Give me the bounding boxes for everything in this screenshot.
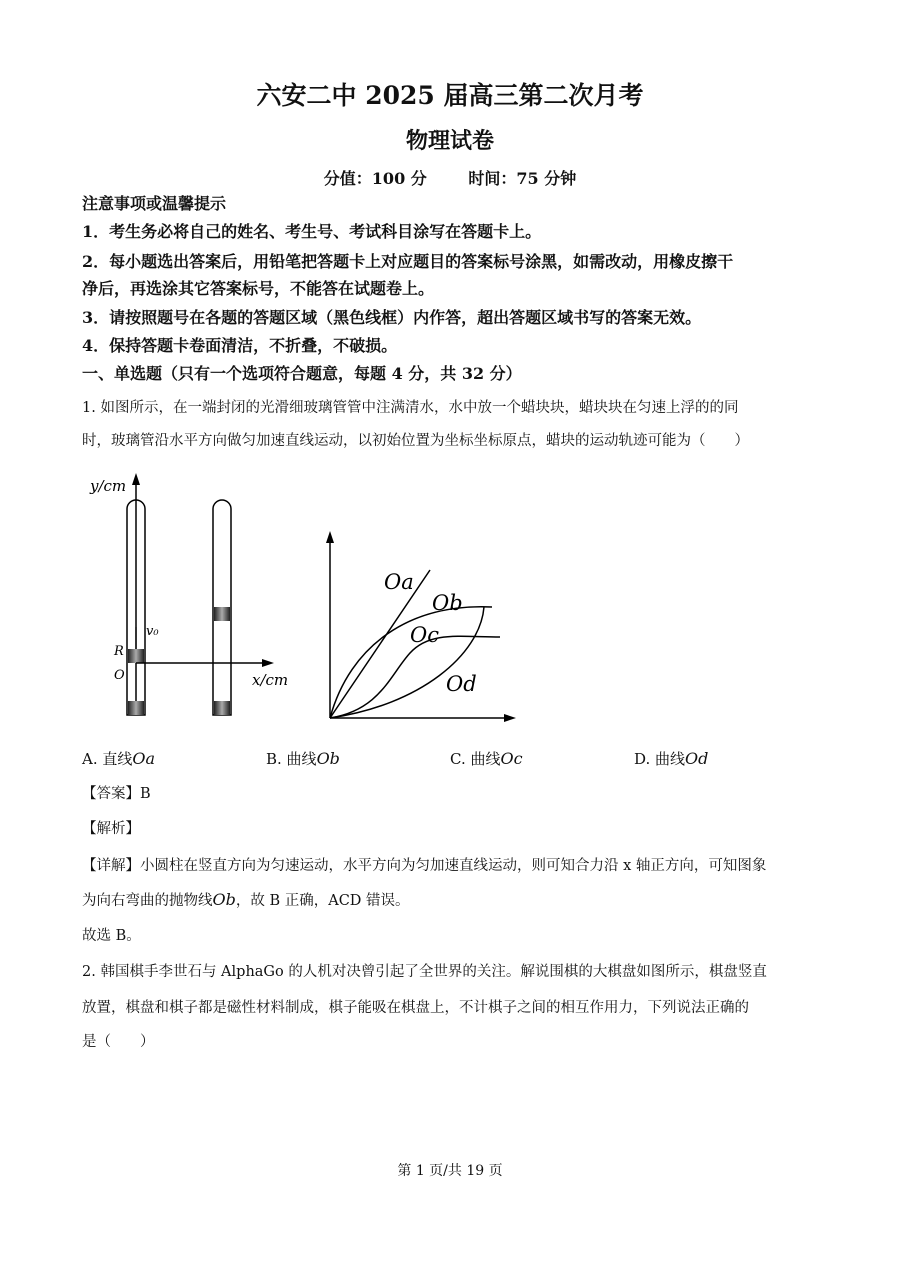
notice-item: 2．每小题选出答案后，用铅笔把答题卡上对应题目的答案标号涂黑，如需改动，用橡皮擦干: [82, 252, 734, 271]
notice-item: 1．考生务必将自己的姓名、考生号、考试科目涂写在答题卡上。: [82, 222, 542, 241]
notice-heading: 注意事项或温馨提示: [82, 194, 227, 213]
answer: 【答案】B: [82, 786, 151, 802]
tube-stopper: [128, 701, 144, 715]
page-number: 第 1 页/共 19 页: [397, 1163, 503, 1179]
q2-text: 是（ ）: [82, 1034, 155, 1050]
exam-title: 六安二中 2025 届高三第二次月考: [256, 81, 644, 110]
option-b: B. 曲线Ob: [266, 749, 340, 768]
exam-meta: [0, 166, 900, 189]
tube-figure: [82, 465, 292, 725]
arrow-icon: [326, 531, 334, 543]
time-info: 时间：75 分钟: [468, 169, 577, 188]
origin-label: O: [114, 668, 125, 683]
label-ob: Ob: [432, 591, 463, 615]
exam-subject: 物理试卷: [405, 128, 494, 154]
arrow-icon: [504, 714, 516, 722]
detail-text: 为向右弯曲的抛物线Ob，故 B 正确，ACD 错误。: [82, 890, 410, 909]
wax-block: [128, 649, 144, 663]
analysis-heading: 【解析】: [82, 821, 140, 837]
x-axis-label: x/cm: [252, 671, 289, 689]
curve-od: [330, 607, 484, 718]
q2-text: 放置，棋盘和棋子都是磁性材料制成，棋子能吸在棋盘上，不计棋子之间的相互作用力，下列说法正确的: [82, 1000, 749, 1016]
label-oc: Oc: [410, 623, 439, 647]
arrow-icon: [262, 659, 274, 667]
notice-item: 3．请按照题号在各题的答题区域（黑色线框）内作答，超出答题区域书写的答案无效。: [82, 308, 702, 327]
notice-item: 4．保持答题卡卷面清洁，不折叠，不破损。: [82, 336, 398, 355]
arrow-icon: [132, 473, 140, 485]
option-a: A. 直线Oa: [82, 749, 156, 768]
q1-text: 时，玻璃管沿水平方向做匀加速直线运动，以初始位置为坐标坐标原点，蜡块的运动轨迹可能为（ ）: [82, 433, 749, 449]
label-od: Od: [446, 672, 477, 696]
section-heading: 一、单选题（只有一个选项符合题意，每题 4 分，共 32 分）: [82, 364, 522, 383]
q2-text: 2. 韩国棋手李世石与 AlphaGo 的人机对决曾引起了全世界的关注。解说围棋的大棋盘如图所示，棋盘竖直: [82, 964, 767, 980]
tube-stopper: [214, 701, 230, 715]
wax-block: [214, 607, 230, 621]
option-d: D. 曲线Od: [634, 749, 709, 768]
q1-text: 1. 如图所示，在一端封闭的光滑细玻璃管管中注满清水，水中放一个蜡块块，蜡块块在匀速上浮的的同: [82, 400, 739, 416]
detail-text: 【详解】小圆柱在竖直方向为匀速运动，水平方向为匀加速直线运动，则可知合力沿 x 轴正方向，可知图象: [82, 858, 767, 874]
trajectory-figure: [320, 525, 525, 730]
label-oa: Oa: [384, 570, 414, 594]
score-info: 分值：100 分: [323, 169, 427, 188]
v0-label: v₀: [146, 624, 159, 639]
y-axis-label: y/cm: [90, 477, 127, 495]
option-c: C. 曲线Oc: [450, 749, 523, 768]
conclusion: 故选 B。: [82, 928, 141, 944]
notice-item: 净后，再选涂其它答案标号，不能答在试题卷上。: [82, 279, 435, 298]
r-label: R: [114, 644, 124, 659]
